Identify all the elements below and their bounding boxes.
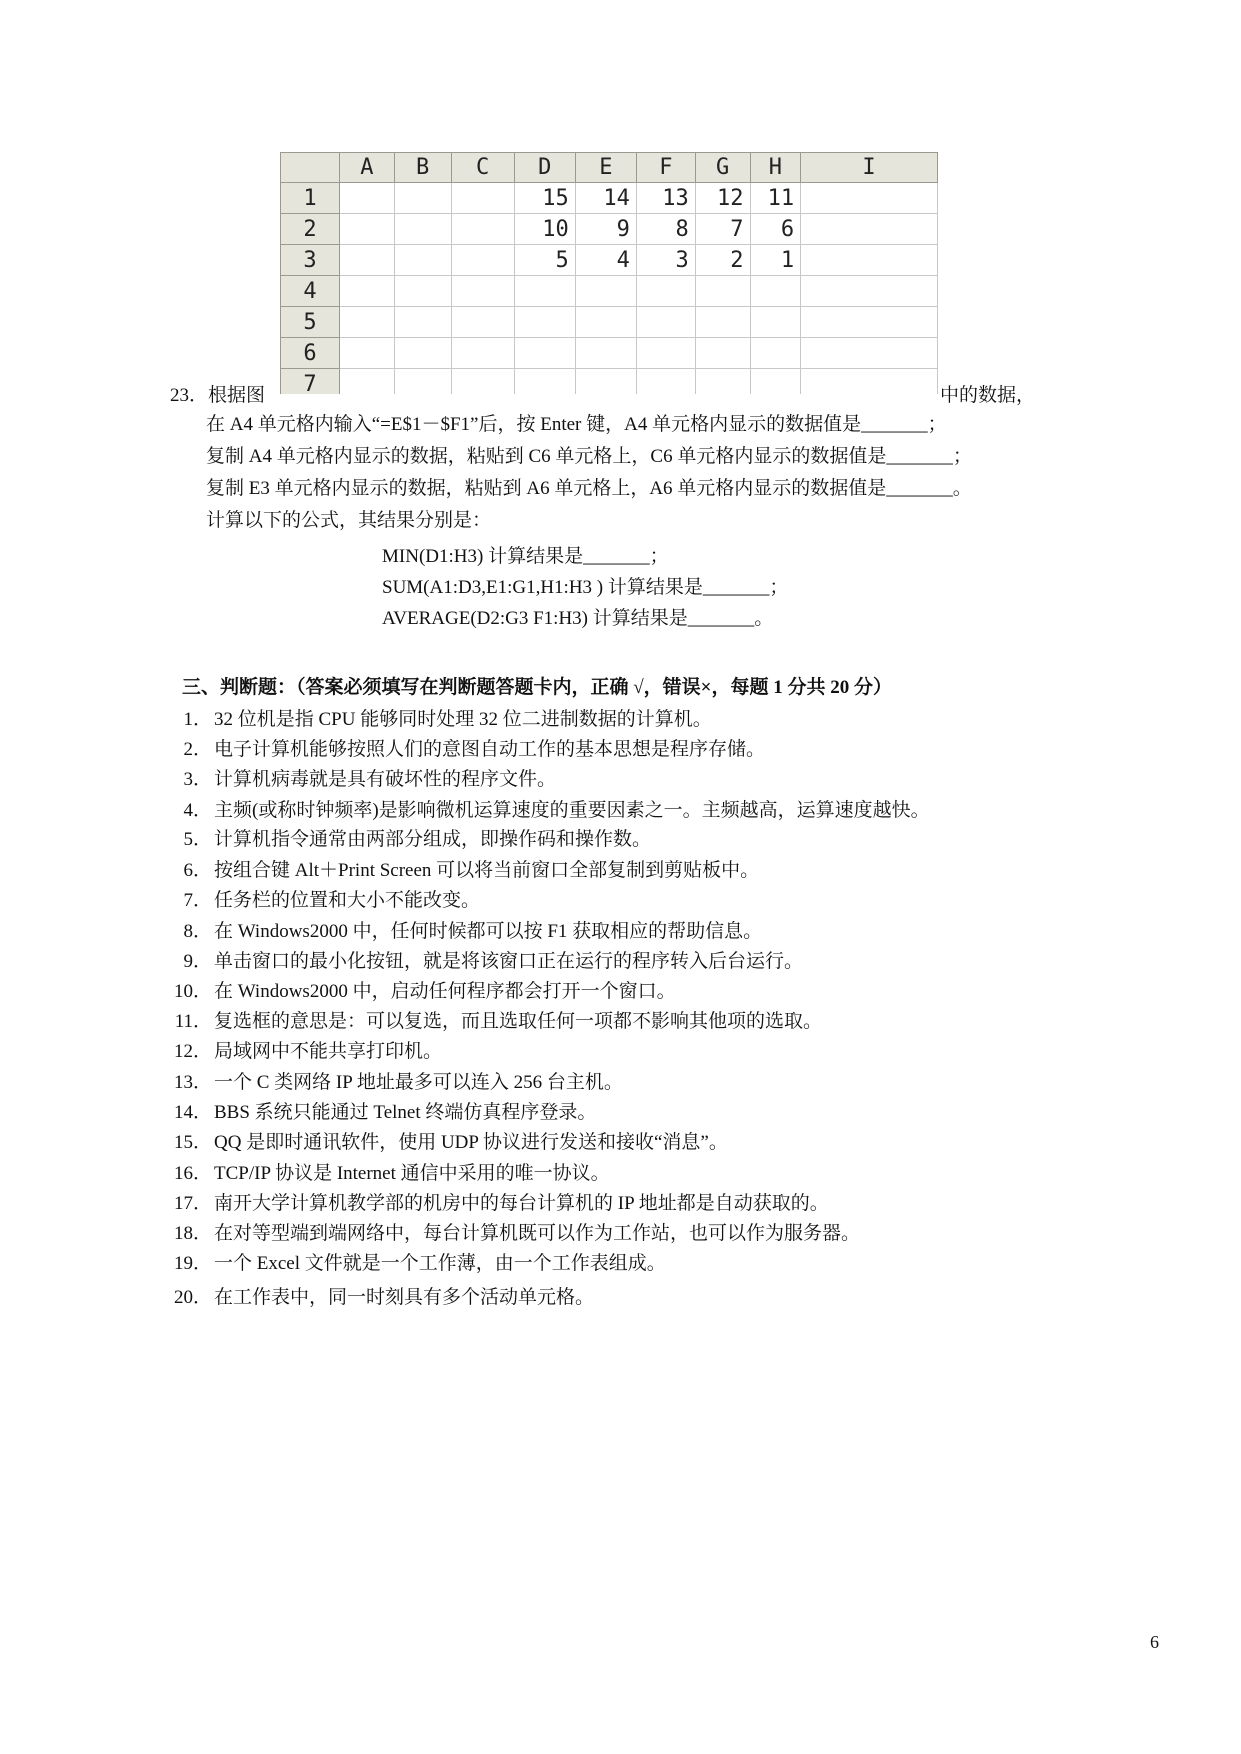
question-23-lead: 23．根据图 xyxy=(170,385,266,406)
item-text: QQ 是即时通讯软件，使用 UDP 协议进行发送和接收“消息”。 xyxy=(214,1132,728,1153)
spreadsheet-cell xyxy=(339,307,394,338)
spreadsheet-cell xyxy=(394,338,451,369)
true-false-item xyxy=(160,1067,623,1094)
spreadsheet-cell xyxy=(514,276,575,307)
spreadsheet-cell: 1 xyxy=(750,245,801,276)
item-number: 8． xyxy=(183,921,212,942)
question-23-line: 复制 E3 单元格内显示的数据，粘贴到 A6 单元格上，A6 单元格内显示的数据值是_______。 xyxy=(206,478,972,499)
column-header: E xyxy=(575,153,636,183)
spreadsheet-cell xyxy=(575,369,636,395)
spreadsheet-cell xyxy=(695,307,750,338)
spreadsheet-cell: 13 xyxy=(636,183,695,214)
formula-line: SUM(A1:D3,E1:G1,H1:H3 ) 计算结果是_______； xyxy=(382,577,789,598)
question-23-tail: 中的数据， xyxy=(940,385,1036,406)
item-text: 在 Windows2000 中，启动任何程序都会打开一个窗口。 xyxy=(214,981,676,1002)
formula-line: AVERAGE(D2:G3 F1:H3) 计算结果是_______。 xyxy=(382,608,774,629)
spreadsheet-cell: 8 xyxy=(636,214,695,245)
spreadsheet-row xyxy=(281,369,938,395)
spreadsheet-cell: 9 xyxy=(575,214,636,245)
spreadsheet-cell xyxy=(339,338,394,369)
item-text: 电子计算机能够按照人们的意图自动工作的基本思想是程序存储。 xyxy=(214,739,766,760)
spreadsheet-cell: 2 xyxy=(695,245,750,276)
spreadsheet-cell xyxy=(801,245,938,276)
item-number: 6． xyxy=(183,860,212,881)
spreadsheet-cell xyxy=(451,307,514,338)
spreadsheet-cell xyxy=(451,183,514,214)
spreadsheet-cell: 15 xyxy=(514,183,575,214)
page-number: 6 xyxy=(1150,1632,1159,1652)
spreadsheet-figure xyxy=(280,152,938,394)
spreadsheet-cell xyxy=(394,369,451,395)
spreadsheet-cell: 12 xyxy=(695,183,750,214)
item-number: 3． xyxy=(183,769,212,790)
true-false-item xyxy=(160,1248,666,1275)
row-header: 7 xyxy=(281,369,340,395)
spreadsheet-cell xyxy=(339,214,394,245)
spreadsheet-cell xyxy=(801,307,938,338)
spreadsheet-cell xyxy=(636,338,695,369)
item-text: 南开大学计算机教学部的机房中的每台计算机的 IP 地址都是自动获取的。 xyxy=(214,1193,829,1214)
true-false-item xyxy=(160,734,765,761)
spreadsheet-cell: 7 xyxy=(695,214,750,245)
spreadsheet-cell xyxy=(801,183,938,214)
item-text: 在工作表中，同一时刻具有多个活动单元格。 xyxy=(214,1287,595,1308)
column-header: F xyxy=(636,153,695,183)
column-header: A xyxy=(339,153,394,183)
true-false-item xyxy=(160,885,480,912)
item-text: TCP/IP 协议是 Internet 通信中采用的唯一协议。 xyxy=(214,1163,610,1184)
spreadsheet-cell xyxy=(394,307,451,338)
item-text: 在 Windows2000 中，任何时候都可以按 F1 获取相应的帮助信息。 xyxy=(214,921,763,942)
spreadsheet-row xyxy=(281,245,938,276)
item-text: 一个 Excel 文件就是一个工作薄，由一个工作表组成。 xyxy=(214,1253,666,1274)
column-header: C xyxy=(451,153,514,183)
item-number: 17． xyxy=(173,1193,212,1214)
item-text: 按组合键 Alt＋Print Screen 可以将当前窗口全部复制到剪贴板中。 xyxy=(214,860,760,881)
spreadsheet-cell xyxy=(339,245,394,276)
item-number: 10． xyxy=(173,981,212,1002)
item-text: 计算机病毒就是具有破坏性的程序文件。 xyxy=(214,769,557,790)
spreadsheet-cell xyxy=(695,276,750,307)
item-number: 13． xyxy=(173,1072,212,1093)
true-false-item xyxy=(160,1158,610,1185)
item-text: 计算机指令通常由两部分组成，即操作码和操作数。 xyxy=(214,829,652,850)
spreadsheet-cell xyxy=(451,245,514,276)
true-false-item xyxy=(160,795,930,822)
true-false-item xyxy=(160,916,762,943)
item-text: 单击窗口的最小化按钮，就是将该窗口正在运行的程序转入后台运行。 xyxy=(214,951,804,972)
spreadsheet-cell: 14 xyxy=(575,183,636,214)
spreadsheet-cell xyxy=(394,245,451,276)
spreadsheet-cell xyxy=(451,276,514,307)
column-header: B xyxy=(394,153,451,183)
true-false-item xyxy=(160,824,651,851)
true-false-item xyxy=(160,1036,442,1063)
true-false-item xyxy=(160,1097,596,1124)
spreadsheet-cell xyxy=(695,369,750,395)
spreadsheet-cell: 6 xyxy=(750,214,801,245)
item-text: 局域网中不能共享打印机。 xyxy=(214,1041,443,1062)
item-number: 14． xyxy=(173,1102,212,1123)
row-header: 4 xyxy=(281,276,340,307)
section-title: 三、判断题：（答案必须填写在判断题答题卡内，正确 √，错误×，每题 1 分共 20 分） xyxy=(182,677,893,698)
item-number: 1． xyxy=(183,709,212,730)
spreadsheet-cell xyxy=(514,338,575,369)
question-23-line: 复制 A4 单元格内显示的数据，粘贴到 C6 单元格上，C6 单元格内显示的数据值是_______； xyxy=(206,446,972,467)
item-number: 15． xyxy=(173,1132,212,1153)
true-false-item xyxy=(160,764,556,791)
spreadsheet-cell xyxy=(394,276,451,307)
item-text: BBS 系统只能通过 Telnet 终端仿真程序登录。 xyxy=(214,1102,597,1123)
spreadsheet-cell: 5 xyxy=(514,245,575,276)
item-text: 一个 C 类网络 IP 地址最多可以连入 256 台主机。 xyxy=(214,1072,623,1093)
true-false-item xyxy=(160,946,803,973)
true-false-item xyxy=(160,855,759,882)
spreadsheet-cell xyxy=(575,307,636,338)
item-number: 20． xyxy=(173,1287,212,1308)
spreadsheet-cell xyxy=(801,369,938,395)
spreadsheet-cell xyxy=(801,338,938,369)
spreadsheet-cell xyxy=(514,369,575,395)
spreadsheet-cell xyxy=(451,369,514,395)
spreadsheet-cell xyxy=(636,276,695,307)
item-text: 主频(或称时钟频率)是影响微机运算速度的重要因素之一。主频越高，运算速度越快。 xyxy=(214,800,930,821)
question-23-line: 计算以下的公式，其结果分别是： xyxy=(206,510,492,531)
spreadsheet-cell xyxy=(451,214,514,245)
item-number: 9． xyxy=(183,951,212,972)
spreadsheet-row xyxy=(281,214,938,245)
true-false-item xyxy=(160,1282,594,1309)
spreadsheet-row xyxy=(281,307,938,338)
column-header-row xyxy=(281,153,938,183)
spreadsheet-cell xyxy=(394,183,451,214)
true-false-item xyxy=(160,1006,822,1033)
row-header: 3 xyxy=(281,245,340,276)
spreadsheet-cell xyxy=(750,338,801,369)
spreadsheet-cell: 11 xyxy=(750,183,801,214)
item-text: 复选框的意思是：可以复选，而且选取任何一项都不影响其他项的选取。 xyxy=(214,1011,823,1032)
true-false-item xyxy=(160,704,712,731)
row-header: 2 xyxy=(281,214,340,245)
spreadsheet-row xyxy=(281,338,938,369)
spreadsheet-cell xyxy=(695,338,750,369)
item-number: 5． xyxy=(183,829,212,850)
spreadsheet-row xyxy=(281,183,938,214)
spreadsheet-cell xyxy=(339,369,394,395)
spreadsheet-grid xyxy=(280,152,938,394)
item-number: 2． xyxy=(183,739,212,760)
item-number: 12． xyxy=(173,1041,212,1062)
row-header: 1 xyxy=(281,183,340,214)
spreadsheet-cell xyxy=(636,307,695,338)
spreadsheet-cell xyxy=(636,369,695,395)
item-number: 19． xyxy=(173,1253,212,1274)
spreadsheet-cell xyxy=(339,276,394,307)
corner-cell xyxy=(281,153,340,183)
spreadsheet-cell: 10 xyxy=(514,214,575,245)
spreadsheet-cell xyxy=(750,369,801,395)
item-text: 32 位机是指 CPU 能够同时处理 32 位二进制数据的计算机。 xyxy=(214,709,712,730)
spreadsheet-cell: 4 xyxy=(575,245,636,276)
question-23-lead-line xyxy=(170,380,1036,407)
item-text: 任务栏的位置和大小不能改变。 xyxy=(214,890,481,911)
item-number: 4． xyxy=(183,800,212,821)
spreadsheet-body xyxy=(281,183,938,395)
item-number: 16． xyxy=(173,1163,212,1184)
column-header: G xyxy=(695,153,750,183)
row-header: 6 xyxy=(281,338,340,369)
item-number: 11． xyxy=(174,1011,212,1032)
column-header: H xyxy=(750,153,801,183)
row-header: 5 xyxy=(281,307,340,338)
spreadsheet-cell xyxy=(750,307,801,338)
spreadsheet-cell xyxy=(514,307,575,338)
spreadsheet-cell xyxy=(575,276,636,307)
true-false-item xyxy=(160,976,676,1003)
item-number: 18． xyxy=(173,1223,212,1244)
column-header: D xyxy=(514,153,575,183)
spreadsheet-cell xyxy=(750,276,801,307)
spreadsheet-cell xyxy=(339,183,394,214)
formula-line: MIN(D1:H3) 计算结果是_______； xyxy=(382,546,669,567)
spreadsheet-cell: 3 xyxy=(636,245,695,276)
question-23-line: 在 A4 单元格内输入“=E$1－$F1”后，按 Enter 键，A4 单元格内显示的数据值是_______； xyxy=(206,414,947,435)
true-false-item xyxy=(160,1188,829,1215)
spreadsheet-cell xyxy=(451,338,514,369)
item-text: 在对等型端到端网络中，每台计算机既可以作为工作站，也可以作为服务器。 xyxy=(214,1223,861,1244)
spreadsheet-cell xyxy=(575,338,636,369)
true-false-item xyxy=(160,1127,728,1154)
spreadsheet-cell xyxy=(801,214,938,245)
true-false-item xyxy=(160,1218,860,1245)
spreadsheet-cell xyxy=(394,214,451,245)
spreadsheet-row xyxy=(281,276,938,307)
column-header: I xyxy=(801,153,938,183)
item-number: 7． xyxy=(183,890,212,911)
spreadsheet-cell xyxy=(801,276,938,307)
